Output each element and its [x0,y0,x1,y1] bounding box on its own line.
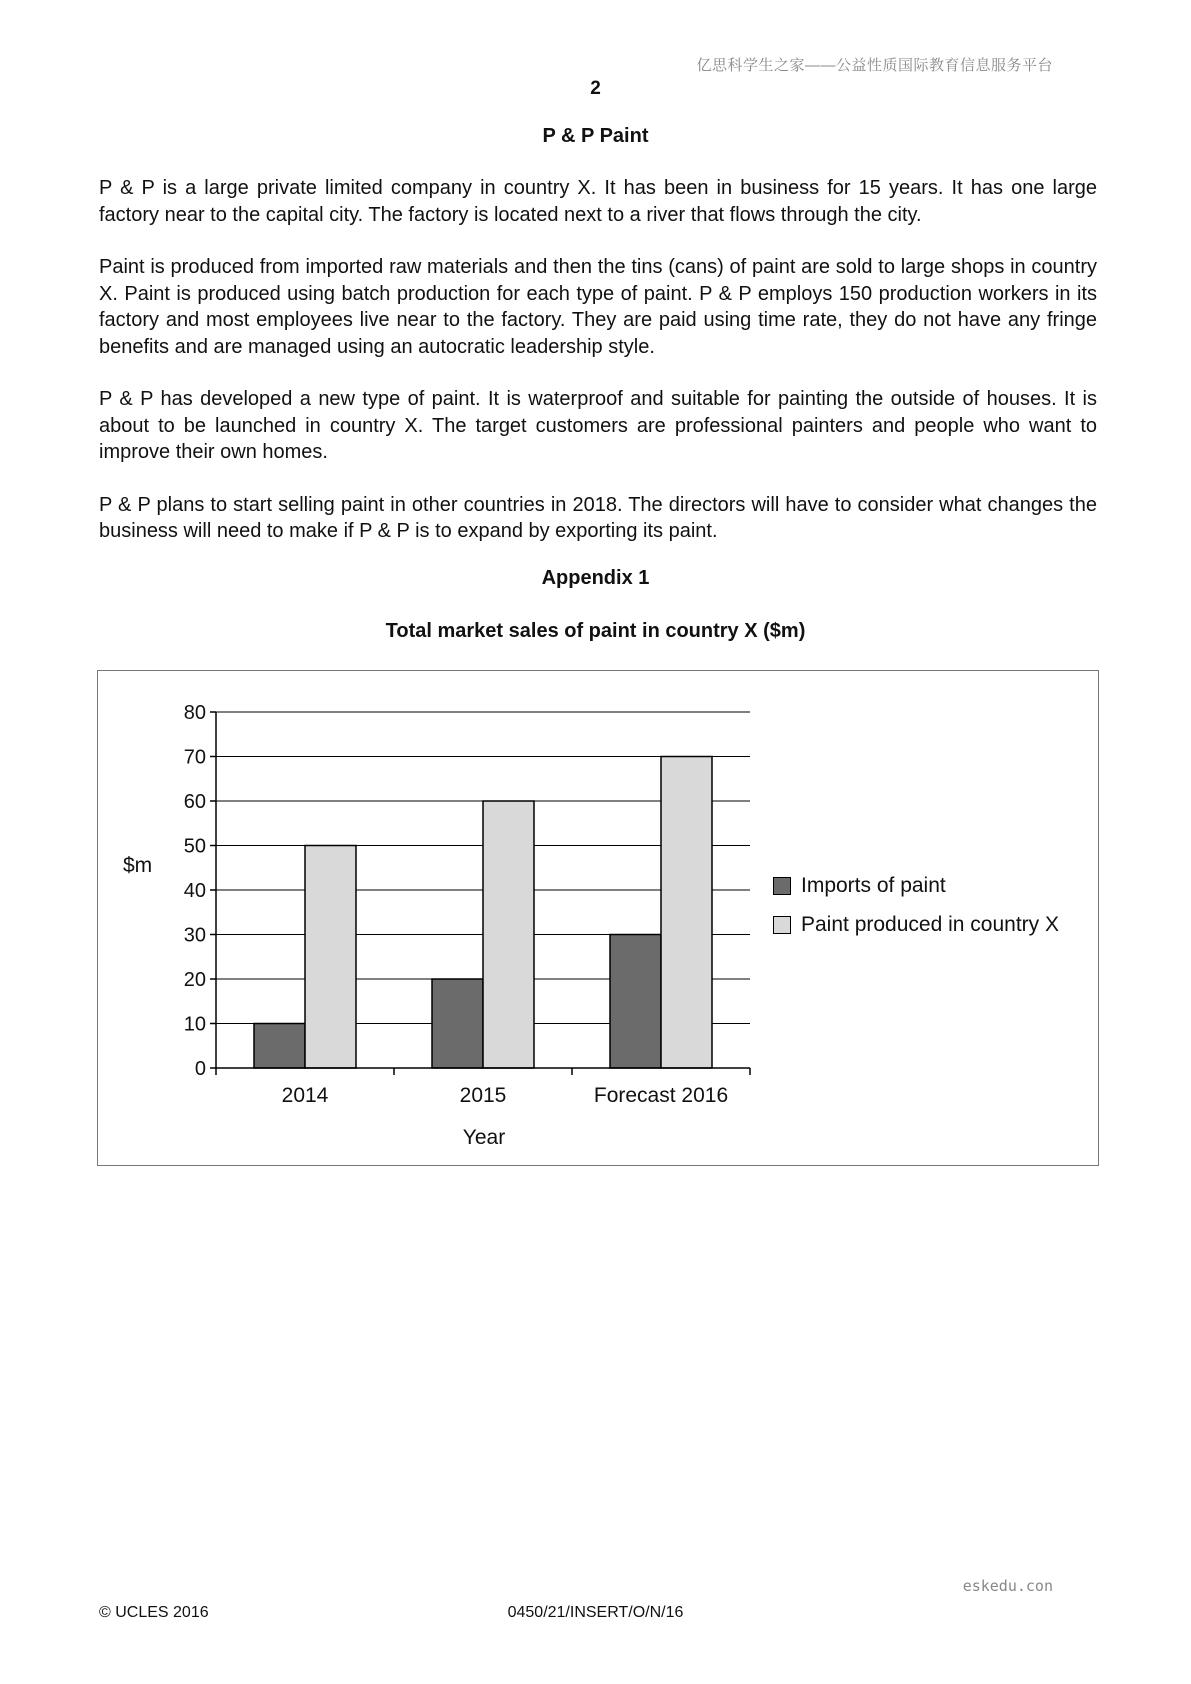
legend-swatch-imports [773,877,791,895]
y-tick-label: 10 [183,1013,206,1036]
y-tick-label: 70 [183,746,206,769]
bar-produced-0 [305,846,356,1069]
bar-produced-1 [483,801,534,1068]
footer-code: 0450/21/INSERT/O/N/16 [507,1604,684,1621]
footer-copyright: © UCLES 2016 [99,1604,209,1621]
chart-box [97,670,1099,1166]
y-tick-label: 60 [183,791,206,813]
bar-produced-2 [661,757,712,1069]
y-tick-label: 20 [183,969,206,991]
x-tick-label: 2014 [281,1084,329,1107]
page-number: 2 [590,78,601,99]
legend-label-produced: Paint produced in country X [801,913,1059,936]
x-axis-label: Year [462,1126,506,1149]
paragraph-2: Paint is produced from imported raw materials and then the tins (cans) of paint are sold to large shops in country X. Paint is produced using batch production for each type of paint. P & P employs 150 production workers in its factory and most employees live near to the factory. They are paid using time rate, they do not have any fringe benefits and are managed using an autocratic leadership style. [99,256,1097,358]
body-text [99,175,1097,571]
paragraph-1: P & P is a large private limited company in country X. It has been in business for 15 years. It has one large factory near to the capital city. The factory is located next to a river that flows through the city. [99,177,1097,226]
legend-item-imports [773,871,1059,901]
document-title: P & P Paint [542,125,649,147]
x-tick-label: Forecast 2016 [593,1084,729,1107]
y-tick-label: 80 [183,702,206,724]
bar-imports-2 [610,935,661,1069]
x-tick-label: 2015 [459,1084,507,1107]
appendix-title: Appendix 1 [541,567,650,589]
chart-legend [773,871,1059,949]
chart-title: Total market sales of paint in country X ($m) [385,620,806,642]
y-axis-label: $m [123,854,153,877]
y-tick-label: 40 [183,880,206,902]
y-tick-label: 30 [183,924,206,947]
bar-imports-1 [432,979,483,1068]
y-tick-label: 0 [194,1058,206,1080]
legend-label-imports: Imports of paint [801,874,946,897]
bar-imports-0 [254,1024,305,1069]
paragraph-4: P & P plans to start selling paint in other countries in 2018. The directors will have to consider what changes the business will need to make if P & P is to expand by exporting its paint. [99,493,1097,542]
legend-item-produced [773,910,1059,940]
watermark-bottom: eskedu.con [962,1577,1053,1595]
watermark-top: 亿思科学生之家——公益性质国际教育信息服务平台 [696,57,1053,74]
legend-swatch-produced [773,916,791,934]
y-tick-label: 50 [183,835,206,858]
paragraph-3: P & P has developed a new type of paint. It is waterproof and suitable for painting the outside of houses. It is about to be launched in country X. The target customers are professional painters and people who want to improve their own homes. [99,388,1097,463]
